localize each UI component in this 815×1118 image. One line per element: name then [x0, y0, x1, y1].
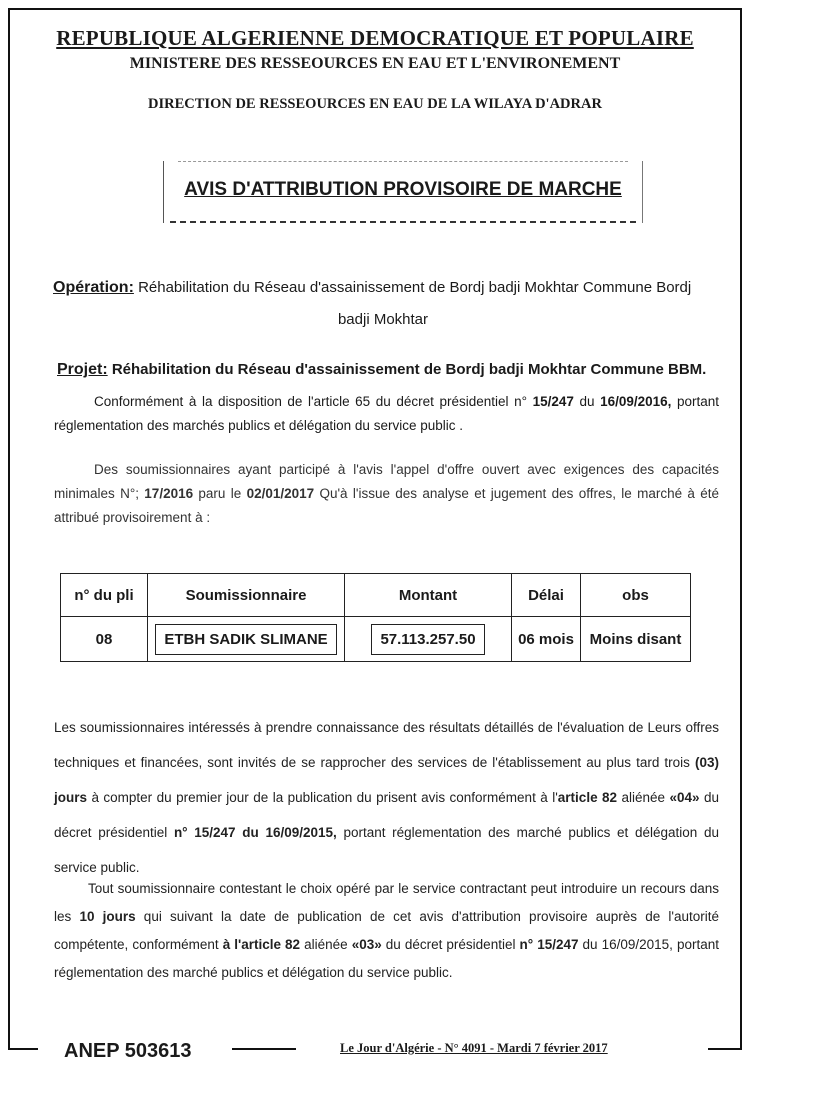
- title-box-top-border: [178, 161, 628, 162]
- operation-section: [53, 272, 713, 336]
- table-row: [61, 617, 691, 662]
- cell-pli: 08: [61, 617, 148, 662]
- p4-decree-number: n° 15/247: [519, 937, 579, 952]
- p2-tender-number: 17/2016: [144, 486, 194, 501]
- p3-alinea: «04»: [669, 790, 700, 805]
- footer-rule-right: [708, 1048, 742, 1050]
- p3-text-i: du: [235, 825, 266, 840]
- p3-text-e: aliénée: [617, 790, 670, 805]
- p3-text-g: du décret présidentiel: [54, 790, 719, 840]
- cell-delai: 06 mois: [512, 617, 581, 662]
- projet-section: [57, 361, 727, 379]
- header-obs: obs: [581, 574, 691, 617]
- p4-text-c: qui suivant la date de publication de cet avis d'attribution provisoire auprès de l'autorité compétente, conformément: [54, 909, 719, 952]
- republic-heading: REPUBLIQUE ALGERIENNE DEMOCRATIQUE ET POPULAIRE: [56, 26, 694, 50]
- p4-text-a: Tout soumissionnaire contestant le choix opéré par le service contractant peut introduire un recours dans les: [54, 881, 719, 924]
- anep-reference: ANEP 503613: [64, 1040, 192, 1062]
- title-box-bottom-border: [170, 221, 636, 223]
- journal-reference: Le Jour d'Algérie - N° 4091 - Mardi 7 février 2017: [340, 1041, 608, 1055]
- p2-text-e: Qu'à l'issue des analyse et jugement des offres, le marché à été attribué provisoirement à :: [54, 486, 720, 525]
- cell-soumissionnaire-wrap: [148, 617, 345, 662]
- header-montant: Montant: [345, 574, 512, 617]
- header-pli: n° du pli: [61, 574, 148, 617]
- p4-days: 10 jours: [79, 909, 136, 924]
- results-table: [60, 573, 691, 662]
- p1-decree-date: 16/09/2016,: [600, 394, 672, 409]
- p2-text-c: paru le: [193, 486, 247, 501]
- p3-text-a: Les soumissionnaires intéressés à prendre connaissance des résultats détaillés de l'évaluation de Leurs offres techniques et financées, sont invités de se rapprocher des services de l'établissement au plus tard trois: [54, 720, 719, 770]
- paragraph-soumissionnaires: [54, 458, 719, 530]
- operation-label: Opération:: [53, 279, 134, 296]
- paragraph-conformement: [54, 390, 719, 438]
- p3-decree-date: 16/09/2015,: [265, 825, 337, 840]
- p3-days: (03) jours: [54, 755, 719, 805]
- p1-text-c: du: [573, 394, 601, 409]
- header-delai: Délai: [512, 574, 581, 617]
- paragraph-recours: [54, 875, 719, 987]
- operation-text-cont: badji Mokhtar: [337, 311, 429, 328]
- paragraph-interesses: [54, 710, 719, 885]
- ministry-heading: MINISTERE DES RESSEOURCES EN EAU ET L'ENVIRONEMENT: [129, 55, 621, 72]
- p2-publication-date: 02/01/2017: [246, 486, 315, 501]
- projet-text: Réhabilitation du Réseau d'assainissement de Bordj badji Mokhtar Commune BBM.: [111, 361, 707, 378]
- p4-article: à l'article 82: [222, 937, 301, 952]
- p4-text-e: aliénée: [300, 937, 352, 952]
- cell-obs: Moins disant: [581, 617, 691, 662]
- p3-text-c: à compter du premier jour de la publication du prisent avis conformément à l': [87, 790, 558, 805]
- header-soumissionnaire: Soumissionnaire: [148, 574, 345, 617]
- p1-text-e: portant réglementation des marchés publics et délégation du service public .: [54, 394, 719, 433]
- direction-heading: DIRECTION DE RESSEOURCES EN EAU DE LA WILAYA D'ADRAR: [148, 96, 602, 112]
- footer-rule-middle: [232, 1048, 296, 1050]
- p4-text-i: du 16/09/2015, portant réglementation des marché publics et délégation du service public.: [54, 937, 719, 980]
- cell-soumissionnaire: ETBH SADIK SLIMANE: [155, 624, 336, 655]
- p3-article: article 82: [557, 790, 618, 805]
- notice-title: AVIS D'ATTRIBUTION PROVISOIRE DE MARCHE: [184, 179, 622, 200]
- p1-decree-number: 15/247: [532, 394, 574, 409]
- footer-rule-left: [8, 1048, 38, 1050]
- operation-text: Réhabilitation du Réseau d'assainissement de Bordj badji Mokhtar Commune Bordj: [138, 279, 692, 296]
- p2-text-a: Des soumissionnaires ayant participé à l'avis l'appel d'offre ouvert avec exigences des capacités minimales N°;: [54, 462, 719, 501]
- cell-montant: 57.113.257.50: [371, 624, 484, 655]
- p3-text-k: portant réglementation des marché publics et délégation du service public.: [54, 825, 719, 875]
- table-header-row: [61, 574, 691, 617]
- p3-decree-number: n° 15/247: [173, 825, 236, 840]
- p4-text-g: du décret présidentiel: [381, 937, 520, 952]
- p1-text-a: Conformément à la disposition de l'article 65 du décret présidentiel n°: [94, 394, 527, 409]
- cell-montant-wrap: [345, 617, 512, 662]
- title-box: [163, 161, 643, 223]
- projet-label: Projet:: [57, 361, 108, 378]
- p4-alinea: «03»: [351, 937, 382, 952]
